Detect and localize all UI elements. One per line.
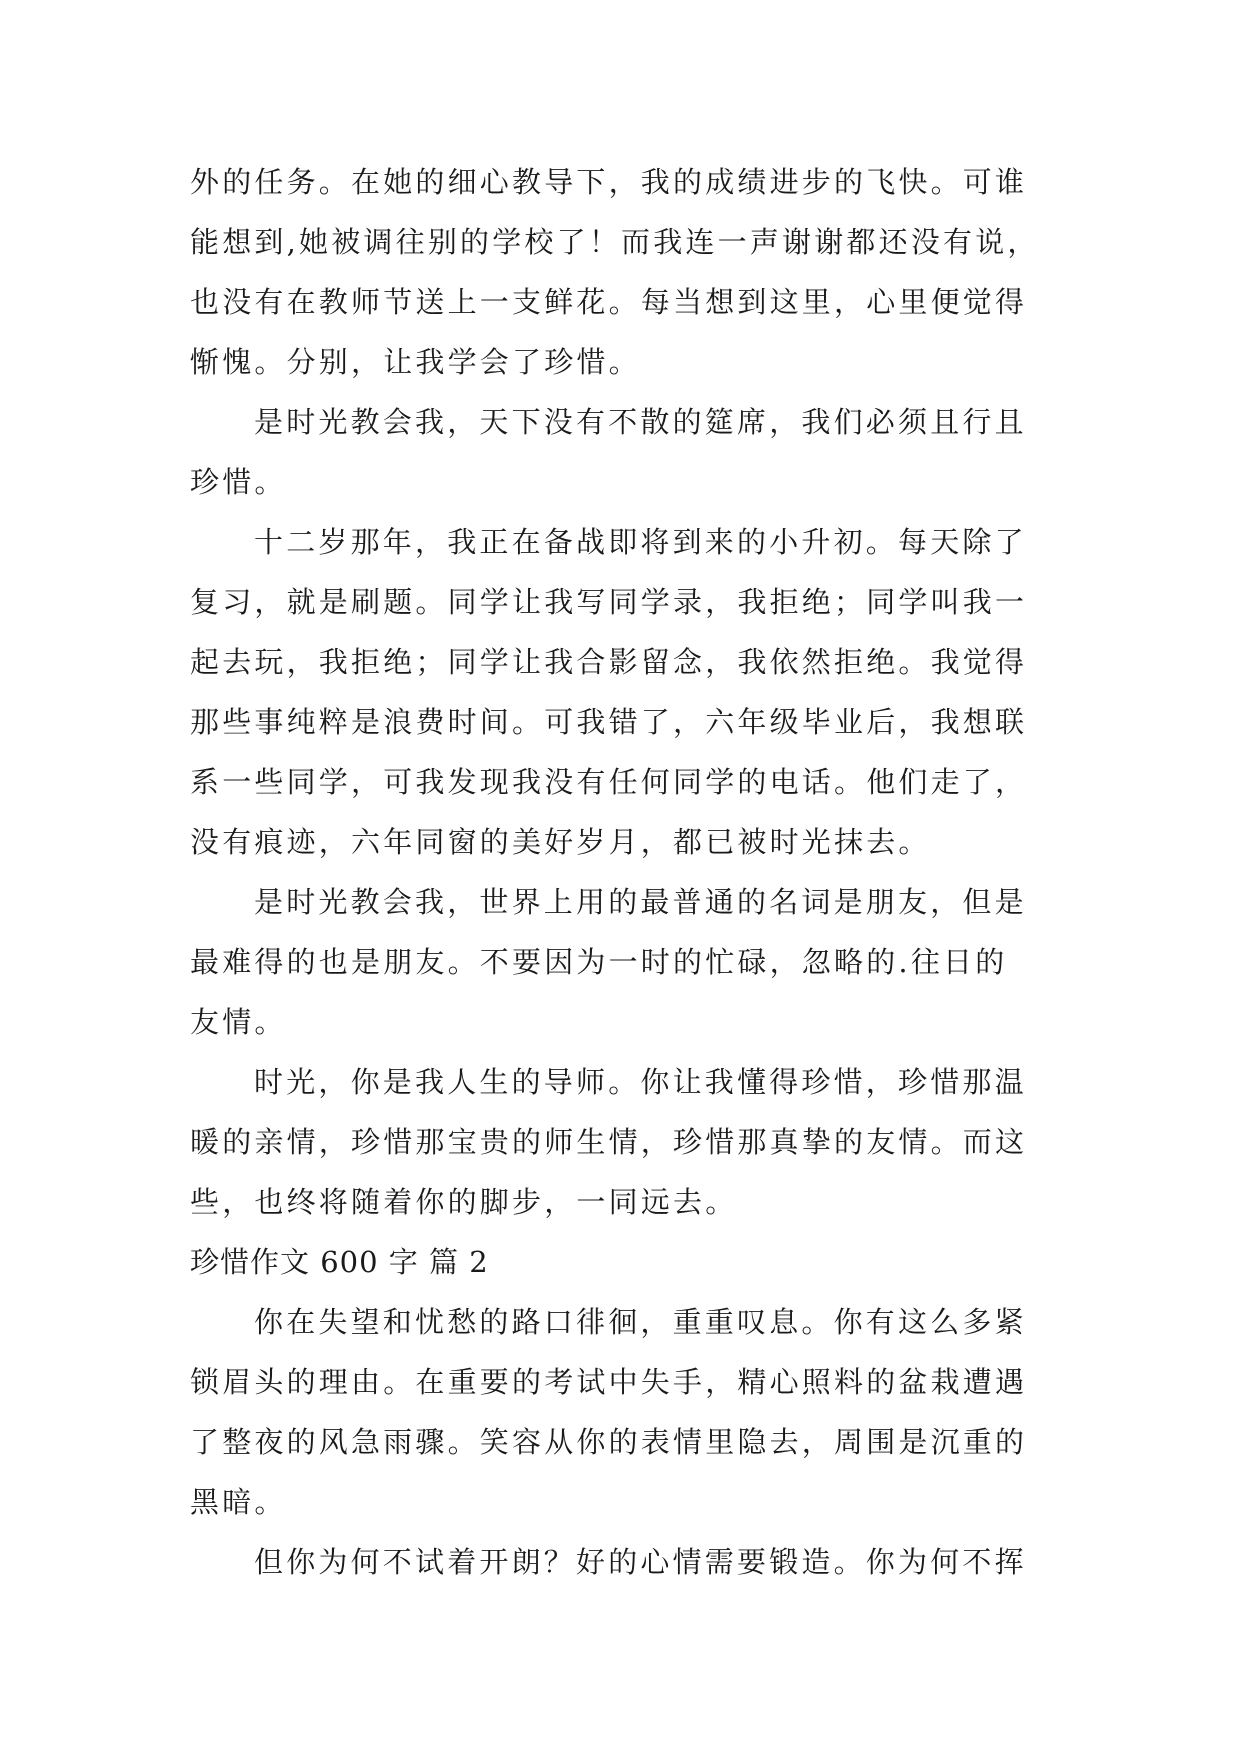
text-line: 了整夜的风急雨骤。笑容从你的表情里隐去，周围是沉重的 xyxy=(190,1425,1028,1459)
text-line: 外的任务。在她的细心教导下，我的成绩进步的飞快。可谁 xyxy=(190,165,1028,199)
paragraph-start-line: 时光，你是我人生的导师。你让我懂得珍惜，珍惜那温 xyxy=(254,1065,1027,1099)
paragraph-start-line: 你在失望和忧愁的路口徘徊，重重叹息。你有这么多紧 xyxy=(254,1305,1027,1339)
text-line: 暖的亲情，珍惜那宝贵的师生情，珍惜那真挚的友情。而这 xyxy=(190,1125,1028,1159)
text-line: 珍惜。 xyxy=(190,465,287,499)
text-line: 锁眉头的理由。在重要的考试中失手，精心照料的盆栽遭遇 xyxy=(190,1365,1028,1399)
text-line: 最难得的也是朋友。不要因为一时的忙碌，忽略的.往日的 xyxy=(190,945,1008,979)
paragraph-start-line: 是时光教会我，天下没有不散的筵席，我们必须且行且 xyxy=(254,405,1027,439)
paragraph-start-line: 但你为何不试着开朗？好的心情需要锻造。你为何不挥 xyxy=(254,1545,1027,1579)
text-line: 那些事纯粹是浪费时间。可我错了，六年级毕业后，我想联 xyxy=(190,705,1028,739)
text-line: 系一些同学，可我发现我没有任何同学的电话。他们走了， xyxy=(190,765,1028,799)
text-line: 没有痕迹，六年同窗的美好岁月，都已被时光抹去。 xyxy=(190,825,931,859)
paragraph-start-line: 十二岁那年，我正在备战即将到来的小升初。每天除了 xyxy=(254,525,1027,559)
text-line: 黑暗。 xyxy=(190,1485,287,1519)
text-line: 能想到,她被调往别的学校了！而我连一声谢谢都还没有说， xyxy=(190,225,1040,259)
paragraph-start-line: 是时光教会我，世界上用的最普通的名词是朋友，但是 xyxy=(254,885,1027,919)
text-line: 也没有在教师节送上一支鲜花。每当想到这里，心里便觉得 xyxy=(190,285,1028,319)
text-line: 惭愧。分别，让我学会了珍惜。 xyxy=(190,345,641,379)
section-heading: 珍惜作文 600 字 篇 2 xyxy=(190,1245,489,1279)
text-line: 起去玩，我拒绝；同学让我合影留念，我依然拒绝。我觉得 xyxy=(190,645,1028,679)
text-line: 友情。 xyxy=(190,1005,287,1039)
text-line: 复习，就是刷题。同学让我写同学录，我拒绝；同学叫我一 xyxy=(190,585,1028,619)
text-line: 些，也终将随着你的脚步，一同远去。 xyxy=(190,1185,738,1219)
